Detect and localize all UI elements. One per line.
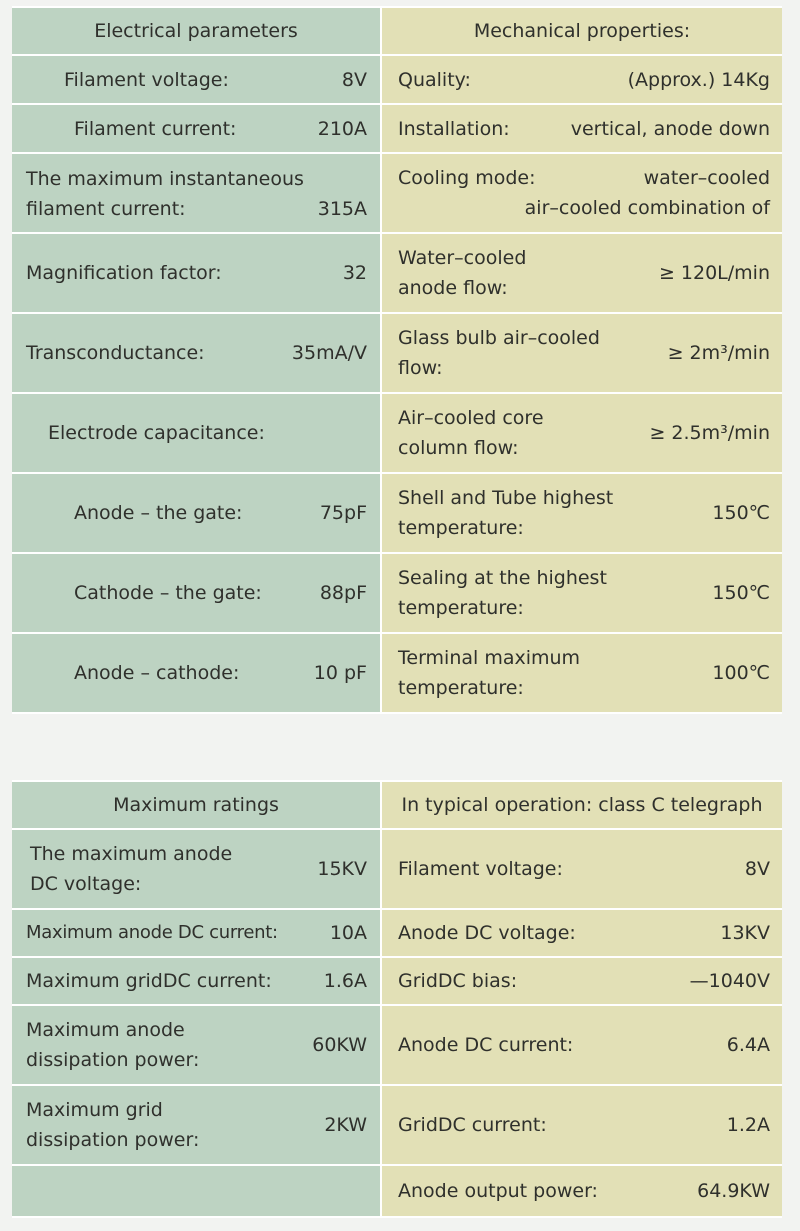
spec-label: Anode DC current: — [398, 1034, 574, 1056]
table-row — [12, 1166, 782, 1218]
mechanical-properties-header — [382, 8, 782, 54]
spec-label: Cooling mode: — [398, 167, 536, 189]
spec-cell — [382, 1166, 782, 1216]
typical-operation-header — [382, 782, 782, 828]
table-row — [12, 474, 782, 554]
spec-cell — [12, 474, 382, 552]
spec-label: Magnification factor: — [26, 262, 222, 284]
spec-value: 10 pF — [313, 662, 367, 684]
spec-cell — [382, 474, 782, 552]
spec-label: Air–cooled core column flow: — [398, 407, 544, 459]
spec-cell — [382, 394, 782, 472]
spec-value: 75pF — [319, 502, 367, 524]
spec-value: 315A — [317, 198, 367, 220]
spec-value: 8V — [744, 858, 770, 880]
spec-value: (Approx.) 14Kg — [627, 68, 770, 91]
header-text: In typical operation: class C telegraph — [401, 794, 763, 816]
spec-cell — [12, 314, 382, 392]
spec-value: ≥ 120L/min — [658, 262, 770, 284]
spec-cell — [12, 394, 382, 472]
table-header-row — [12, 8, 782, 56]
spec-label: Anode – the gate: — [74, 502, 243, 524]
spec-label: Sealing at the highest temperature: — [398, 567, 607, 619]
spec-label: Anode – cathode: — [74, 662, 240, 684]
table-row — [12, 634, 782, 714]
spec-label: Quality: — [398, 68, 471, 91]
spec-value: water–cooled — [643, 167, 770, 189]
spec-label: Cathode – the gate: — [74, 582, 262, 604]
spec-cell — [12, 234, 382, 312]
spec-label: GridDC bias: — [398, 970, 518, 992]
spec-cell — [12, 1006, 382, 1084]
table-row — [12, 105, 782, 154]
spec-label: Filament voltage: — [398, 858, 563, 880]
spec-label: Water–cooled anode flow: — [398, 247, 527, 299]
maximum-ratings-header — [12, 782, 382, 828]
electrical-mechanical-table — [12, 6, 782, 714]
spec-value: 32 — [342, 262, 367, 284]
spec-cell — [382, 56, 782, 103]
spec-cell — [12, 634, 382, 712]
spec-value: 1.6A — [323, 970, 367, 992]
spec-value-continued: air–cooled combination of — [524, 197, 770, 219]
spec-value: 150℃ — [712, 582, 770, 604]
spec-cell — [12, 910, 382, 956]
spec-value: ≥ 2.5m³/min — [649, 422, 770, 444]
spec-cell — [12, 830, 382, 908]
spec-value: 13KV — [720, 922, 770, 944]
spec-label: Filament current: — [74, 117, 237, 140]
spec-value: 6.4A — [726, 1034, 770, 1056]
spec-value: —1040V — [689, 970, 770, 992]
spec-value: vertical, anode down — [570, 117, 770, 140]
spec-cell — [382, 1086, 782, 1164]
spec-cell — [12, 554, 382, 632]
spec-cell — [12, 56, 382, 103]
header-text: Maximum ratings — [113, 794, 279, 816]
table-row — [12, 1006, 782, 1086]
spec-value: 150℃ — [712, 502, 770, 524]
spec-label: Terminal maximum temperature: — [398, 647, 581, 699]
spec-value: 15KV — [317, 858, 367, 880]
ratings-operation-table — [12, 780, 782, 1218]
spec-cell — [382, 234, 782, 312]
spec-label: Anode output power: — [398, 1180, 598, 1202]
table-row — [12, 234, 782, 314]
spec-label: Maximum anode DC current: — [26, 922, 278, 943]
spec-value: 10A — [329, 922, 367, 944]
spec-value: 35mA/V — [291, 342, 367, 364]
empty-cell — [12, 1166, 382, 1216]
spec-label: Glass bulb air–cooled flow: — [398, 327, 600, 379]
table-header-row — [12, 782, 782, 830]
table-row — [12, 154, 782, 234]
spec-value: 210A — [317, 117, 367, 140]
spec-cell — [382, 554, 782, 632]
spec-cell — [382, 1006, 782, 1084]
spec-cell — [382, 910, 782, 956]
spec-value: 64.9KW — [697, 1180, 770, 1202]
header-text: Mechanical properties: — [473, 20, 691, 42]
spec-value: 60KW — [312, 1034, 367, 1056]
spec-value: ≥ 2m³/min — [667, 342, 770, 364]
spec-label: The maximum instantaneous filament current: — [26, 168, 304, 220]
spec-label: Electrode capacitance: — [48, 422, 265, 444]
spec-value: 8V — [341, 68, 367, 91]
spec-cell — [382, 958, 782, 1004]
spec-value: 88pF — [319, 582, 367, 604]
electrical-parameters-header — [12, 8, 382, 54]
table-row — [12, 394, 782, 474]
spec-cell — [382, 830, 782, 908]
spec-label: Maximum anode dissipation power: — [26, 1019, 200, 1071]
table-row — [12, 554, 782, 634]
spec-cell — [382, 634, 782, 712]
spec-label: GridDC current: — [398, 1114, 547, 1136]
table-row — [12, 910, 782, 958]
spec-label: Installation: — [398, 117, 510, 140]
spec-value: 2KW — [324, 1114, 367, 1136]
spec-label: Transconductance: — [26, 342, 205, 364]
spec-cell — [382, 105, 782, 152]
spec-cell — [382, 314, 782, 392]
spec-value: 1.2A — [726, 1114, 770, 1136]
table-row — [12, 830, 782, 910]
spec-label: Maximum grid dissipation power: — [26, 1099, 200, 1151]
spec-cell — [12, 154, 382, 232]
spec-value: 100℃ — [712, 662, 770, 684]
spec-cell — [12, 1086, 382, 1164]
spec-cell — [12, 958, 382, 1004]
spec-label: Shell and Tube highest temperature: — [398, 487, 614, 539]
table-row — [12, 1086, 782, 1166]
table-row — [12, 958, 782, 1006]
table-row — [12, 314, 782, 394]
spec-label: Maximum gridDC current: — [26, 970, 272, 992]
table-row — [12, 56, 782, 105]
header-text: Electrical parameters — [94, 20, 298, 42]
spec-cell — [12, 105, 382, 152]
cooling-mode-block — [398, 163, 770, 223]
spec-label: Filament voltage: — [64, 68, 229, 91]
spec-label: The maximum anode DC voltage: — [30, 843, 233, 895]
spec-label: Anode DC voltage: — [398, 922, 576, 944]
spec-cell — [382, 154, 782, 232]
